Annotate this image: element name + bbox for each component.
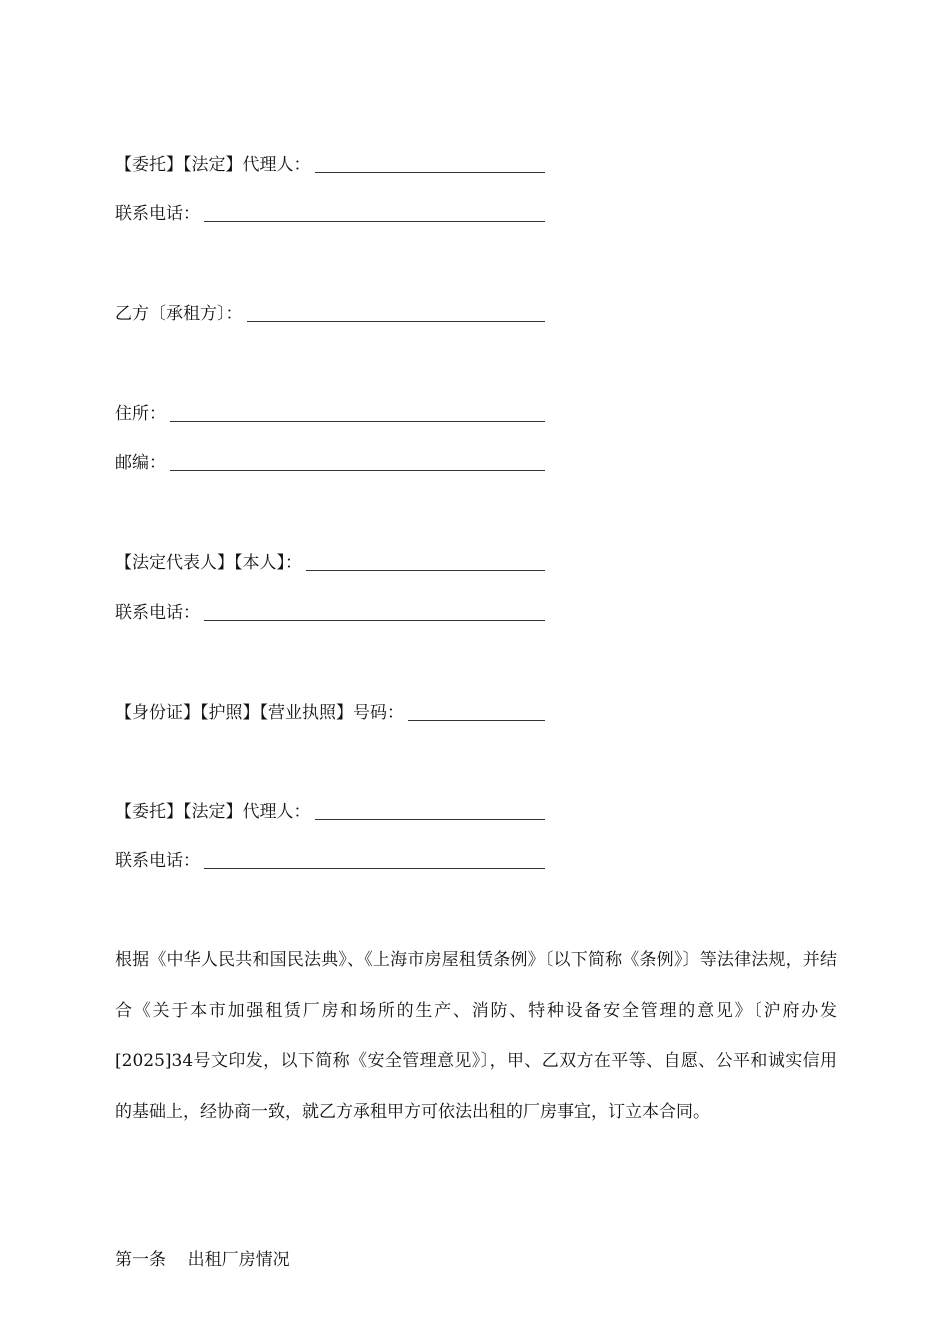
preamble-paragraph: 根据《中华人民共和国民法典》、《上海市房屋租赁条例》〔以下简称《条例》〕等法律法规，并结合《关于本市加强租赁厂房和场所的生产、消防、特种设备安全管理的意见》〔沪府办发[2025]34号文印发，以下简称《安全管理意见》〕，甲、乙双方在平等、自愿、公平和诚实信用的基础上，经协商一致，就乙方承租甲方可依法出租的厂房事宜，订立本合同。 — [115, 950, 837, 1122]
field-agent-2 — [115, 801, 545, 823]
field-id-number — [115, 702, 545, 724]
article-heading — [115, 1249, 290, 1271]
fill-blank[interactable] — [204, 604, 545, 621]
field-label: 乙方〔承租方〕： — [115, 304, 243, 324]
field-label: 【法定代表人】【本人】： — [115, 553, 302, 573]
field-label: 联系电话： — [115, 204, 200, 224]
field-label: 联系电话： — [115, 603, 200, 623]
fill-blank[interactable] — [315, 803, 546, 820]
field-label: 【委托】【法定】代理人： — [115, 155, 311, 175]
article-number: 第一条 — [115, 1250, 166, 1270]
fill-blank[interactable] — [204, 852, 545, 869]
fill-blank[interactable] — [315, 156, 546, 173]
article-title: 出租厂房情况 — [187, 1250, 290, 1270]
field-label: 【身份证】【护照】【营业执照】号码： — [115, 703, 404, 723]
field-address — [115, 403, 545, 425]
field-phone-3 — [115, 850, 545, 872]
fill-blank[interactable] — [170, 454, 545, 471]
field-label: 住所： — [115, 404, 166, 424]
field-phone-1 — [115, 203, 545, 225]
field-phone-2 — [115, 602, 545, 624]
fill-blank[interactable] — [408, 704, 545, 721]
fill-blank[interactable] — [204, 205, 545, 222]
fill-blank[interactable] — [247, 305, 546, 322]
fill-blank[interactable] — [306, 554, 545, 571]
field-label: 联系电话： — [115, 851, 200, 871]
field-party-b — [115, 303, 545, 325]
field-label: 【委托】【法定】代理人： — [115, 802, 311, 822]
fill-blank[interactable] — [170, 405, 545, 422]
field-legal-rep — [115, 552, 545, 574]
field-postcode — [115, 452, 545, 474]
field-label: 邮编： — [115, 453, 166, 473]
field-agent-1 — [115, 154, 545, 176]
